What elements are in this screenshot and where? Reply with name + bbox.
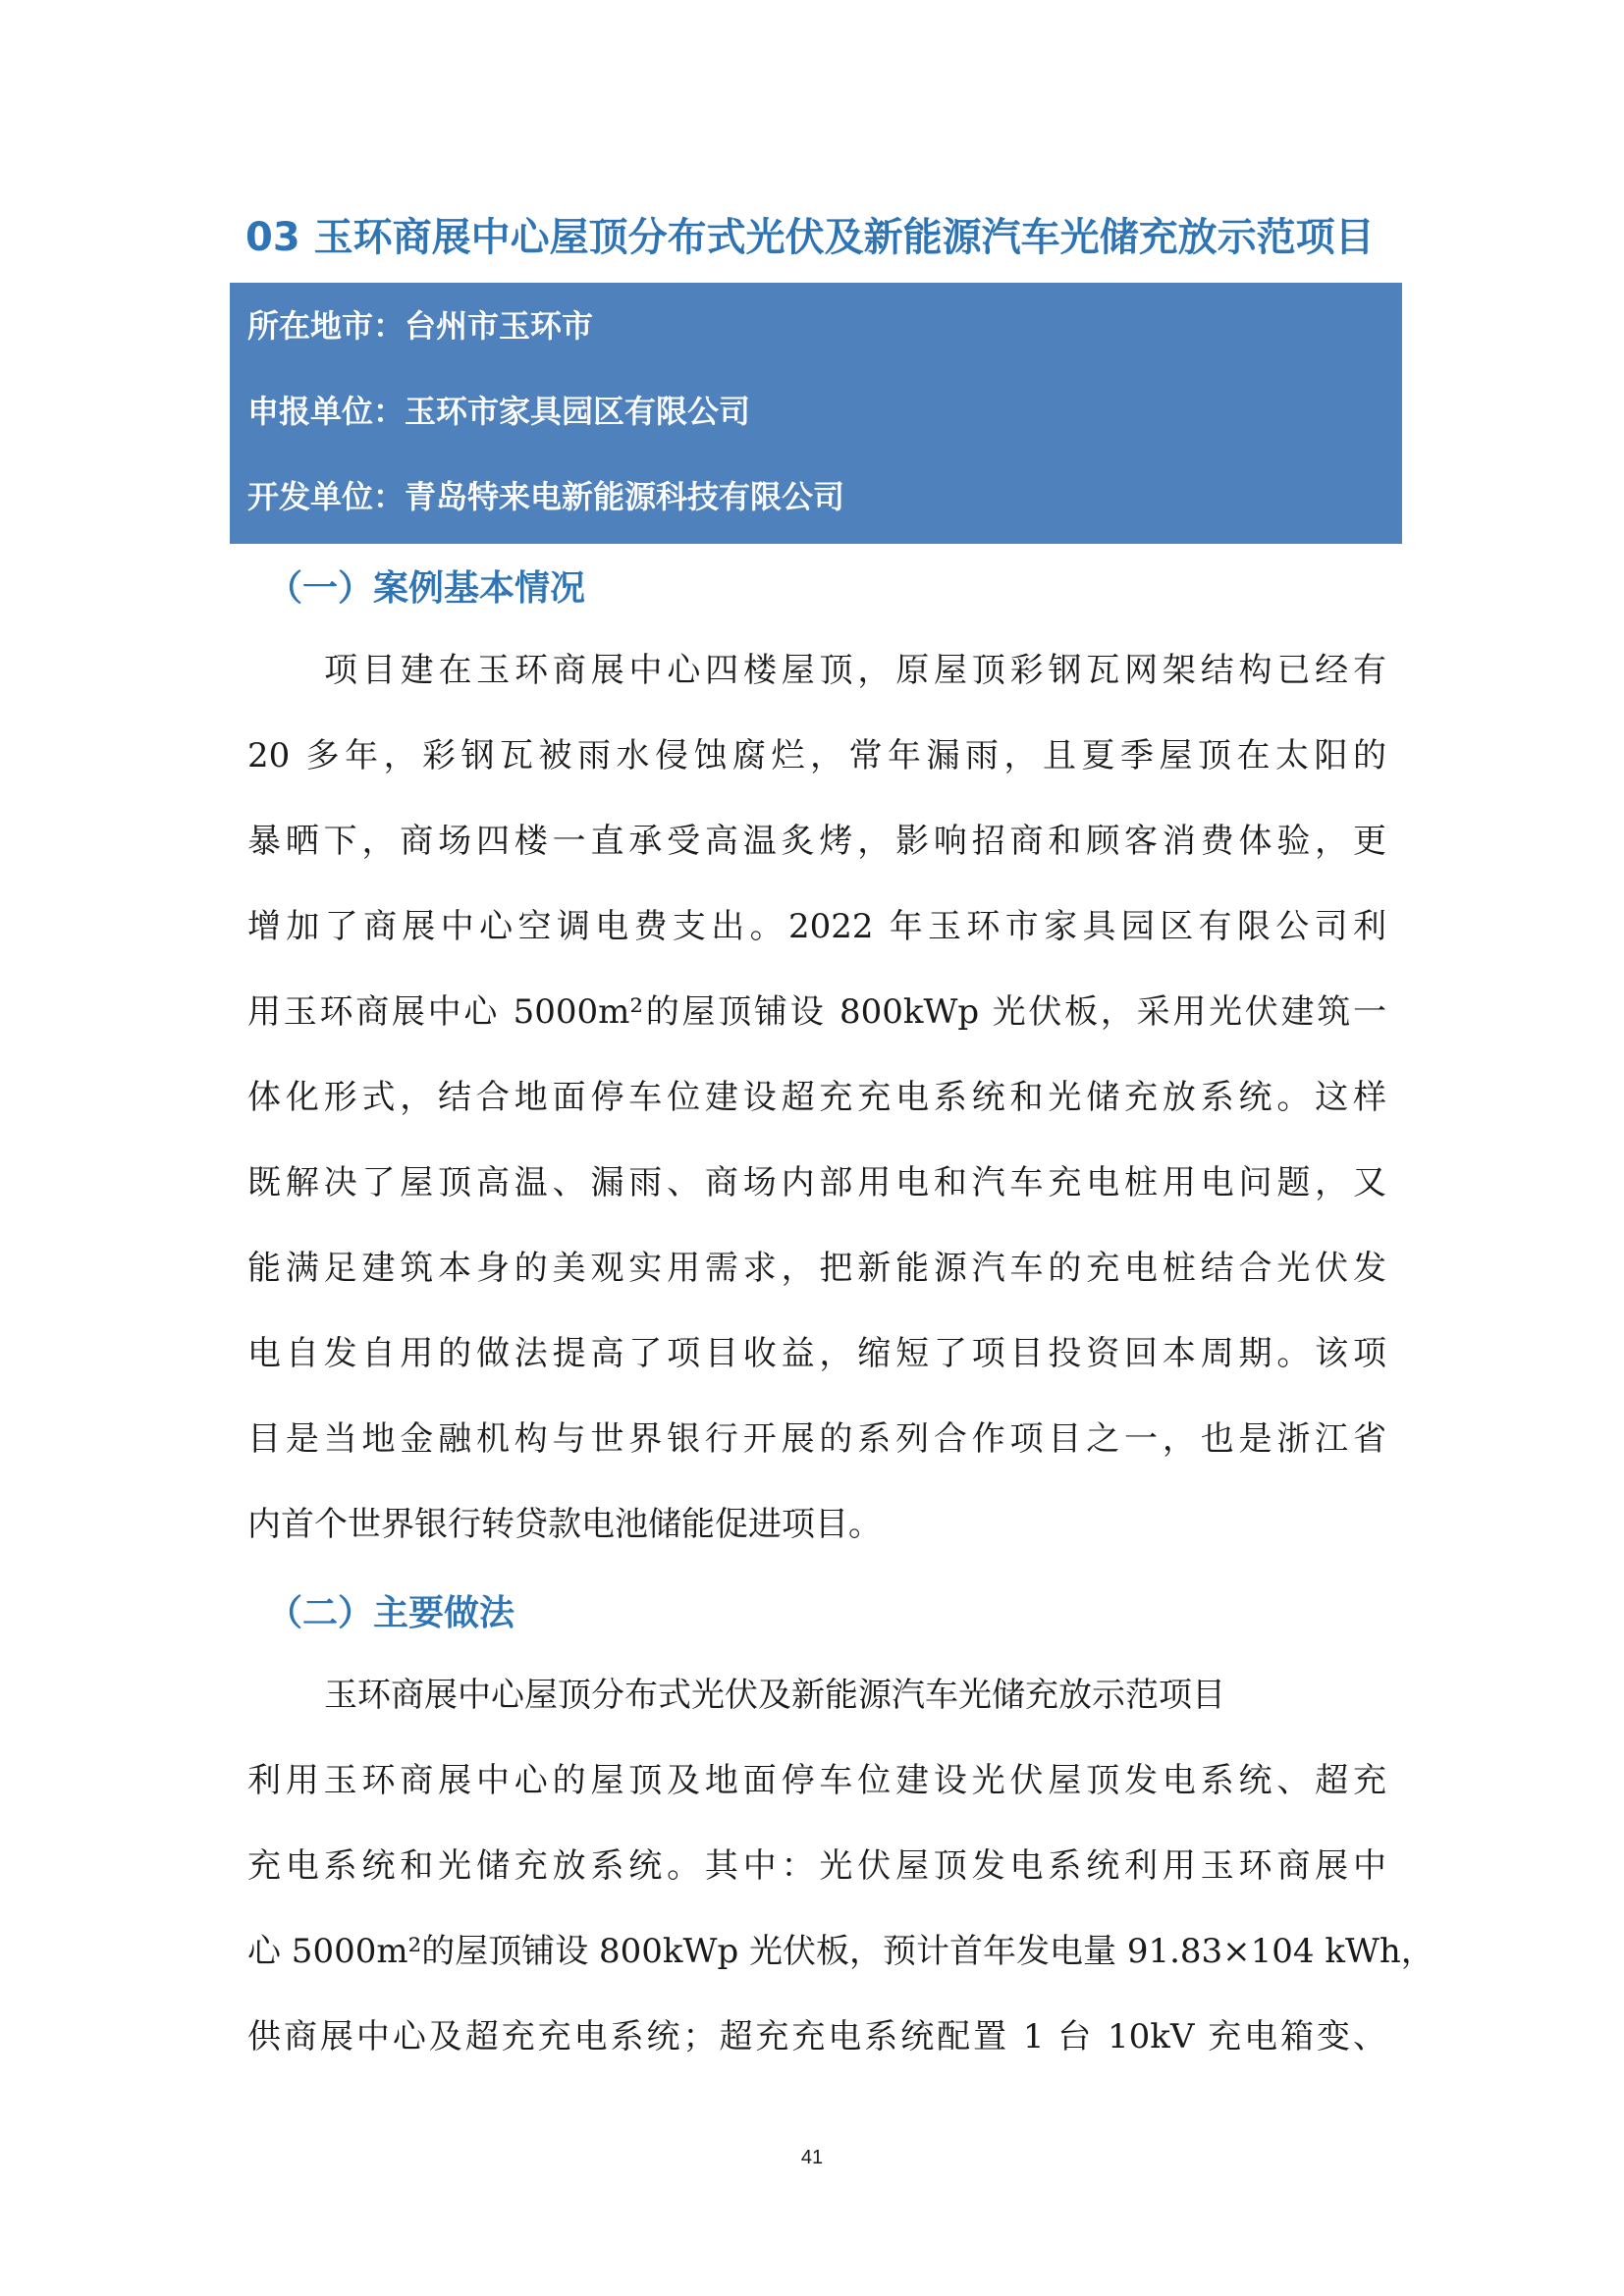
paragraph-line: 内首个世界银行转贷款电池储能促进项目。 — [247, 1505, 882, 1544]
paragraph-line: 心 5000m²的屋顶铺设 800kWp 光伏板，预计首年发电量 91.83×104 kWh， — [247, 1932, 1435, 1971]
paragraph-line: 20 多年，彩钢瓦被雨水侵蚀腐烂，常年漏雨，且夏季屋顶在太阳的 — [247, 736, 1386, 775]
paragraph-line: 玉环商展中心屋顶分布式光伏及新能源汽车光储充放示范项目 — [324, 1676, 1225, 1715]
section-heading-basic-info: （一）案例基本情况 — [267, 568, 586, 609]
paragraph-line: 供商展中心及超充充电系统；超充充电系统配置 1 台 10kV 充电箱变、 — [247, 2017, 1386, 2056]
section-heading-main-practices: （二）主要做法 — [267, 1593, 515, 1633]
paragraph-line: 用玉环商展中心 5000m²的屋顶铺设 800kWp 光伏板，采用光伏建筑一 — [247, 992, 1386, 1032]
paragraph-line: 暴晒下，商场四楼一直承受高温炙烤，影响招商和顾客消费体验，更 — [247, 822, 1386, 861]
paragraph-line: 能满足建筑本身的美观实用需求，把新能源汽车的充电桩结合光伏发 — [247, 1249, 1386, 1288]
info-applicant: 申报单位：玉环市家具园区有限公司 — [247, 393, 751, 430]
paragraph-line: 充电系统和光储充放系统。其中：光伏屋顶发电系统利用玉环商展中 — [247, 1846, 1386, 1886]
paragraph-line: 项目建在玉环商展中心四楼屋顶，原屋顶彩钢瓦网架结构已经有 — [324, 651, 1386, 690]
paragraph-line: 增加了商展中心空调电费支出。2022 年玉环市家具园区有限公司利 — [247, 907, 1386, 946]
info-location: 所在地市：台州市玉环市 — [247, 307, 594, 345]
paragraph-line: 既解决了屋顶高温、漏雨、商场内部用电和汽车充电桩用电问题，又 — [247, 1163, 1386, 1202]
paragraph-line: 体化形式，结合地面停车位建设超充充电系统和光储充放系统。这样 — [247, 1078, 1386, 1117]
paragraph-line: 利用玉环商展中心的屋顶及地面停车位建设光伏屋顶发电系统、超充 — [247, 1761, 1386, 1800]
project-info-box — [230, 283, 1402, 544]
project-title: 03 玉环商展中心屋顶分布式光伏及新能源汽车光储充放示范项目 — [245, 215, 1375, 260]
paragraph-line: 电自发自用的做法提高了项目收益，缩短了项目投资回本周期。该项 — [247, 1334, 1386, 1373]
page-number: 41 — [800, 2147, 824, 2168]
paragraph-line: 目是当地金融机构与世界银行开展的系列合作项目之一，也是浙江省 — [247, 1419, 1386, 1459]
info-developer: 开发单位：青岛特来电新能源科技有限公司 — [247, 478, 845, 515]
